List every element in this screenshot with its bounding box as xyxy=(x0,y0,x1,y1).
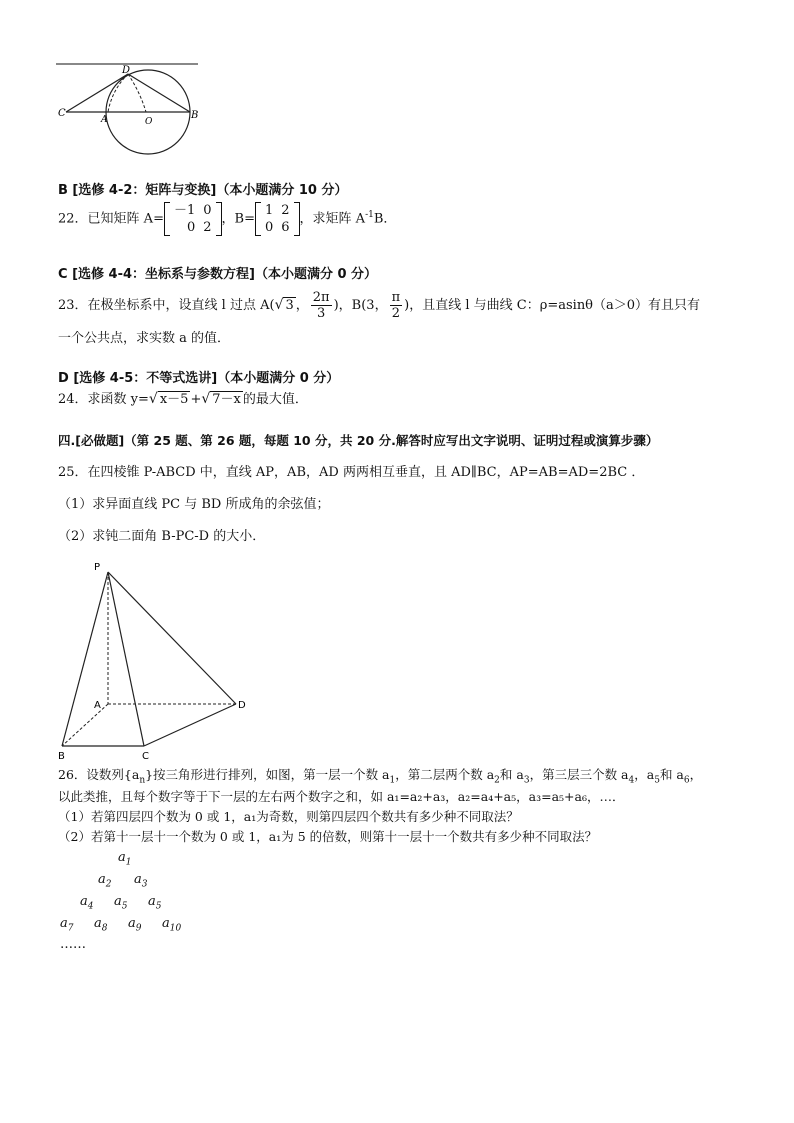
tri-a2: $a_2$ xyxy=(98,872,112,890)
tri-a8: $a_8$ xyxy=(94,916,108,934)
edge-pb xyxy=(62,572,108,746)
sqrt-sign: √ xyxy=(274,297,284,313)
question-23 xyxy=(58,290,700,321)
q24-p1: 24．求函数 y= xyxy=(58,392,149,407)
tri-a10: $a_{10}$ xyxy=(162,916,182,934)
label-c: C xyxy=(142,751,149,762)
question-26-part2: （2）若第十一层十一个数为 0 或 1，a₁为 5 的倍数，则第十一层十一个数共有多少种不同取法？ xyxy=(58,829,598,844)
q24-plus: + xyxy=(190,392,202,407)
q23-line2: 一个公共点，求实数 a 的值． xyxy=(58,331,231,346)
edge-ab xyxy=(62,704,108,746)
tri-a5: $a_5$ xyxy=(114,894,128,912)
fraction-pi-2: $\frac{\pi}{2}$ xyxy=(391,290,401,321)
matrix-b: 1 2 0 6 xyxy=(255,202,300,236)
question-25-stem: 25．在四棱锥 P-ABCD 中，直线 AP，AB，AD 两两相互垂直，且 AD∥BC，AP=AB=AD=2BC ． xyxy=(58,465,645,480)
question-25-part2: （2）求钝二面角 B-PC-D 的大小． xyxy=(58,529,266,544)
tri-a1: $a_1$ xyxy=(118,850,132,868)
q23-p1: 23．在极坐标系中，设直线 l 过点 A( xyxy=(58,298,275,313)
label-p: P xyxy=(94,562,101,573)
tri-a7: $a_7$ xyxy=(60,916,74,934)
question-26-line1: 26．设数列$\{a_n\}$按三角形进行排列，如图，第一层一个数 $a_1$，第二层两个数 $a_2$和 $a_3$，第三层三个数 $a_4$，$a_5$和 $a_6$， xyxy=(58,767,703,786)
label-d: D xyxy=(122,65,131,76)
section-b-heading: B [选修 4-2：矩阵与变换]（本小题满分 10 分） xyxy=(58,183,348,198)
edge-cd xyxy=(144,704,236,746)
tri-a4: $a_4$ xyxy=(80,894,94,912)
edge-pc xyxy=(108,572,144,746)
q22-mid: ，B= xyxy=(221,211,255,227)
edge-pd xyxy=(108,572,236,704)
label-c: C xyxy=(58,108,66,119)
label-b: B xyxy=(191,110,199,121)
q22-suffix: ，求矩阵 A xyxy=(299,211,366,227)
q23-p2: )，B(3， xyxy=(333,298,388,313)
fraction-2pi-3: $\frac{2\pi}{3}$ xyxy=(312,290,330,321)
q23-p3: )，且直线 l 与曲线 C：ρ=asinθ（a＞0）有且只有 xyxy=(404,298,701,313)
question-26-part1: （1）若第四层四个数为 0 或 1，a₁为奇数，则第四层四个数共有多少种不同取法？ xyxy=(58,809,519,824)
circle-figure xyxy=(52,60,202,160)
question-24: 24．求函数 y=√ x－5 +√ 7－x 的最大值． xyxy=(58,391,308,407)
question-26-line2: 以此类推，且每个数字等于下一层的左右两个数字之和，如 a₁=a₂+a₃，a₂=a₄+a₅，a₃=a₅+a₆，…． xyxy=(58,789,625,804)
radical-x-5: x－5 xyxy=(159,392,189,407)
q24-p2: 的最大值． xyxy=(242,392,308,407)
tri-a3: $a_3$ xyxy=(134,872,148,890)
tri-a9: $a_9$ xyxy=(128,916,142,934)
label-a: A xyxy=(94,700,101,711)
label-d: D xyxy=(238,700,246,711)
section-4-heading: 四.[必做题]（第 25 题、第 26 题，每题 10 分，共 20 分.解答时应写出文字说明、证明过程或演算步骤） xyxy=(58,433,659,448)
q22-prefix: 22．已知矩阵 A= xyxy=(58,211,164,227)
radical-7-x: 7－x xyxy=(212,392,241,407)
line-db xyxy=(128,74,190,112)
label-o: O xyxy=(145,117,153,127)
q22-sup: -1 xyxy=(365,210,374,221)
question-22 xyxy=(58,202,396,236)
tri-ellipsis: …… xyxy=(60,937,86,952)
q22-end: B． xyxy=(373,211,397,227)
sqrt-3: 3 xyxy=(285,298,294,313)
line-cd xyxy=(66,74,128,112)
tri-a6: $a_5$ xyxy=(148,894,162,912)
q23-comma: ， xyxy=(295,298,309,313)
section-c-heading: C [选修 4-4：坐标系与参数方程]（本小题满分 0 分） xyxy=(58,267,378,282)
matrix-a: －1 0 0 2 xyxy=(164,202,222,236)
label-b: B xyxy=(58,751,65,762)
question-25-part1: （1）求异面直线 PC 与 BD 所成角的余弦值； xyxy=(58,497,330,512)
section-d-heading: D [选修 4-5：不等式选讲]（本小题满分 0 分） xyxy=(58,371,340,386)
label-a: A xyxy=(101,115,108,125)
pyramid-figure xyxy=(52,556,252,766)
